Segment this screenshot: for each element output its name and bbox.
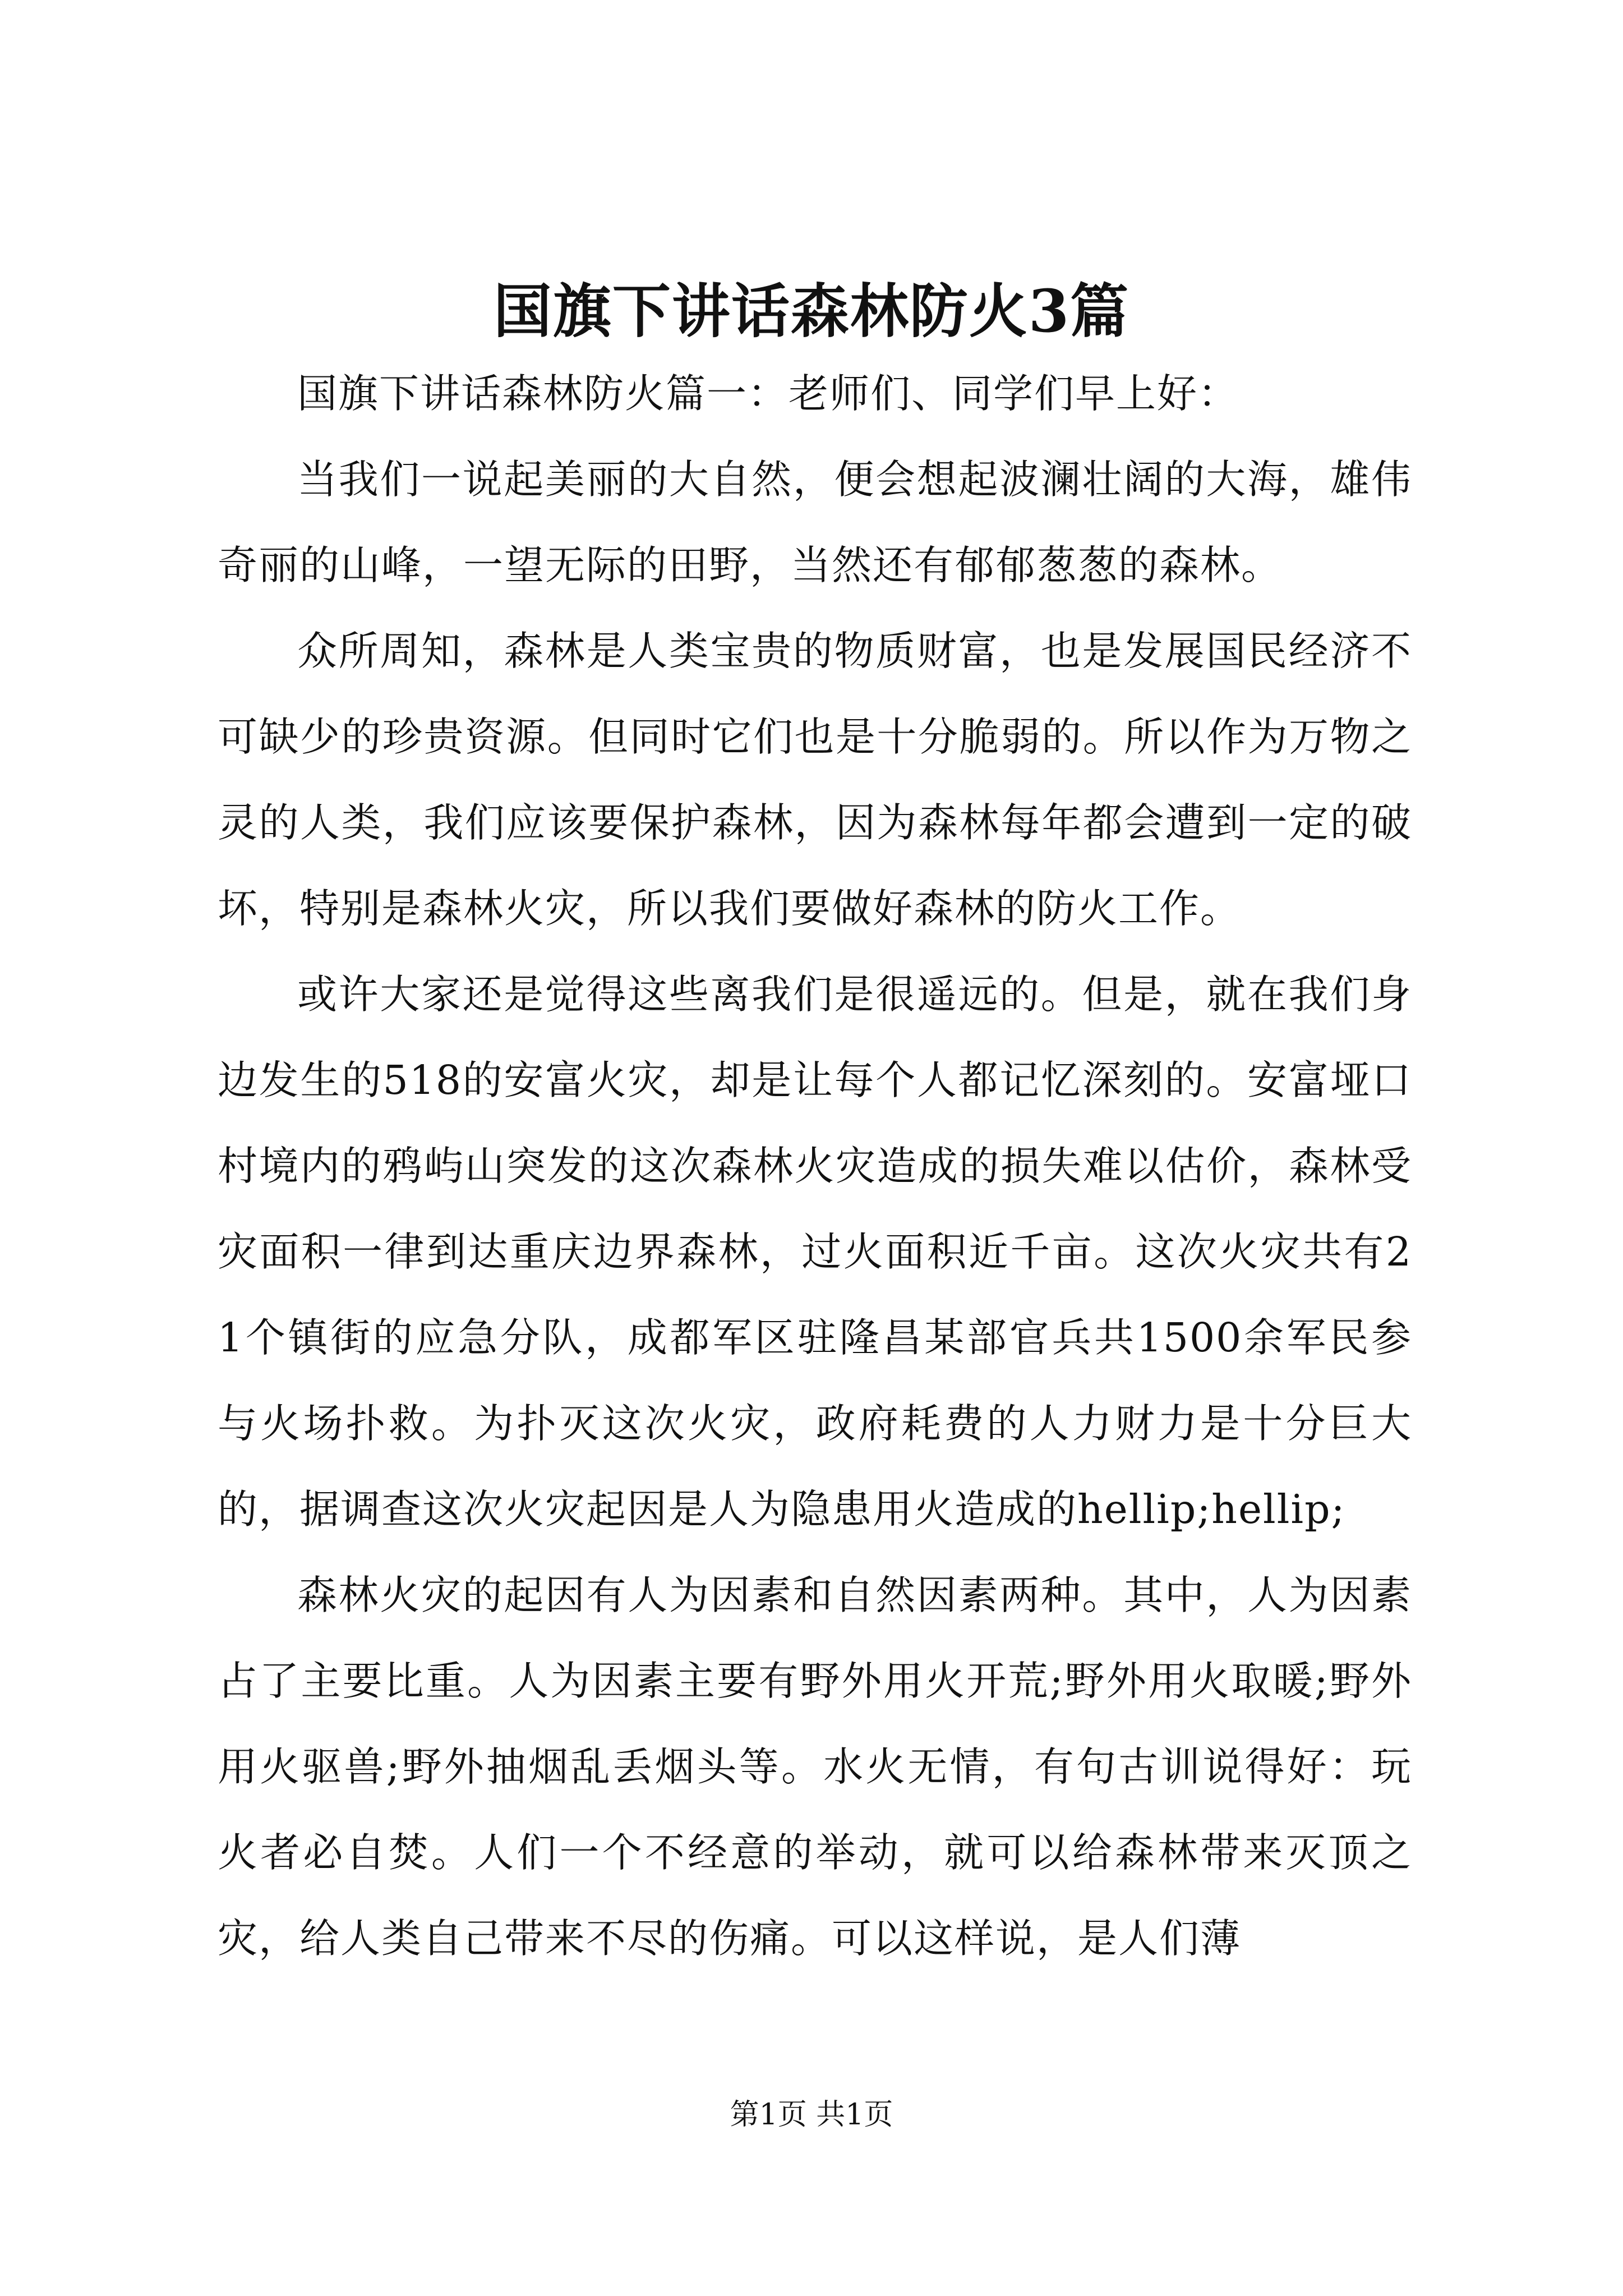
page-footer: 第1页 共1页 <box>730 2098 893 2132</box>
paragraph: 或许大家还是觉得这些离我们是很遥远的。但是，就在我们身边发生的518的安富火灾，却是让每个人都记忆深刻的。安富垭口村境内的鸦屿山突发的这次森林火灾造成的损失难以估价，森林受灾面积一律到达重庆边界森林，过火面积近千亩。这次火灾共有21个镇街的应急分队，成都军区驻隆昌某部官兵共1500余军民参与火场扑救。为扑灭这次火灾，政府耗费的人力财力是十分巨大的，据调查这次火灾起因是人为隐患用火造成的hellip;hellip; <box>218 971 1412 1533</box>
document-body <box>218 351 1412 1981</box>
paragraph: 当我们一说起美丽的大自然，便会想起波澜壮阔的大海，雄伟奇丽的山峰，一望无际的田野，当然还有郁郁葱葱的森林。 <box>218 456 1412 588</box>
document-title: 国旗下讲话森林防火3篇 <box>493 277 1130 346</box>
paragraph: 众所周知，森林是人类宝贵的物质财富，也是发展国民经济不可缺少的珍贵资源。但同时它们也是十分脆弱的。所以作为万物之灵的人类，我们应该要保护森林，因为森林每年都会遭到一定的破坏，特别是森林火灾，所以我们要做好森林的防火工作。 <box>218 628 1412 932</box>
paragraph: 森林火灾的起因有人为因素和自然因素两种。其中，人为因素占了主要比重。人为因素主要有野外用火开荒;野外用火取暖;野外用火驱兽;野外抽烟乱丢烟头等。水火无情，有句古训说得好：玩火者必自焚。人们一个不经意的举动，就可以给森林带来灭顶之灾，给人类自己带来不尽的伤痛。可以这样说，是人们薄 <box>218 1572 1412 1962</box>
paragraph: 国旗下讲话森林防火篇一：老师们、同学们早上好： <box>297 370 1239 417</box>
